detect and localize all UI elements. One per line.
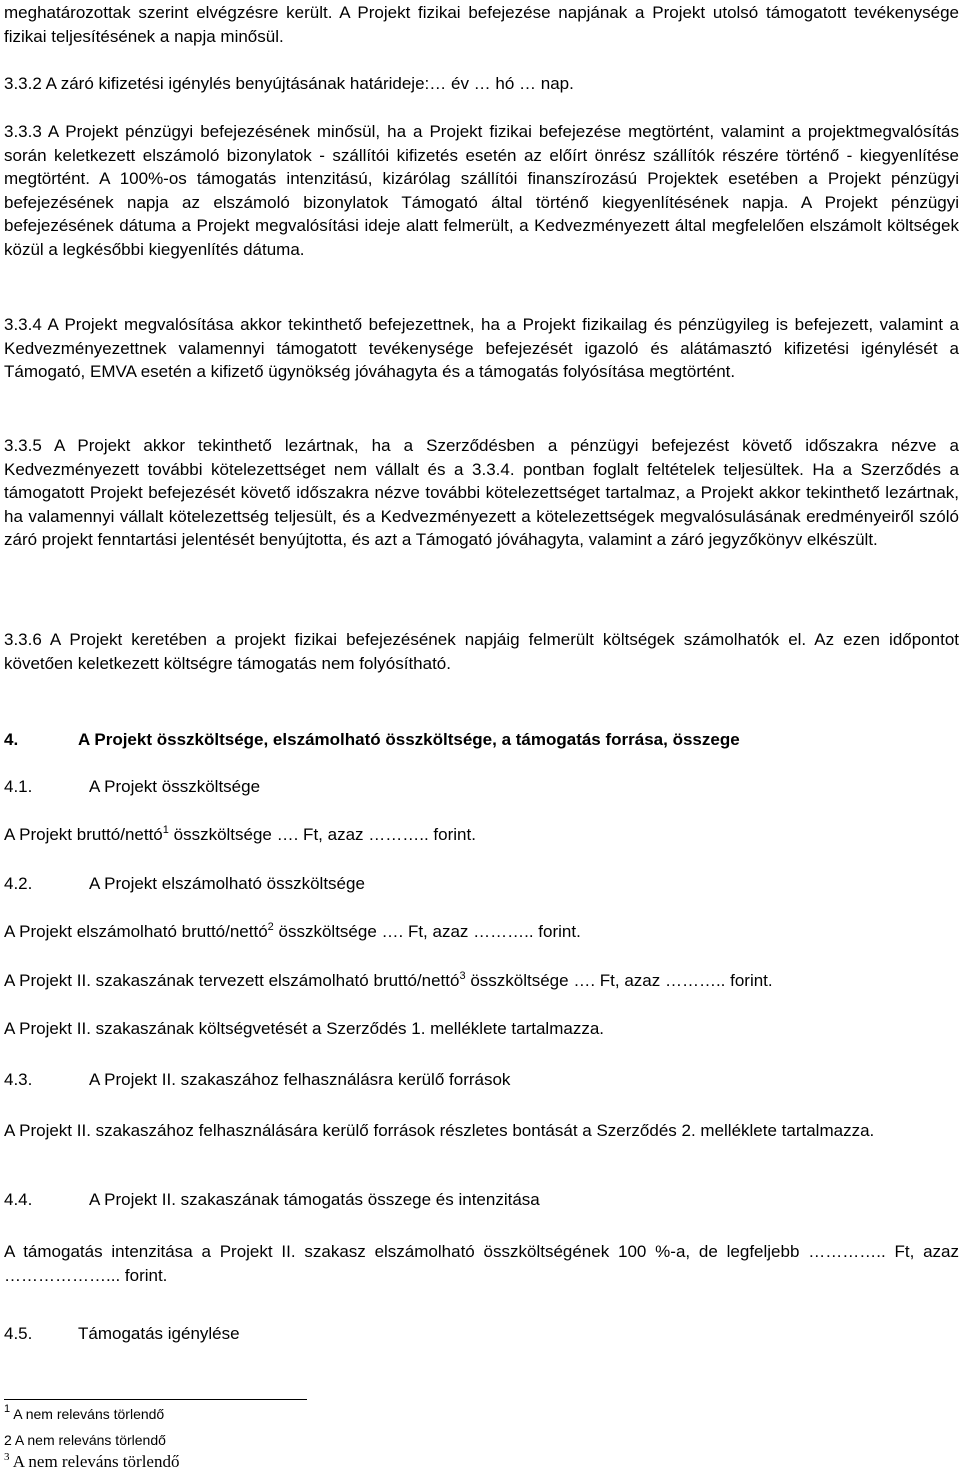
footnote-3: $^3$ A nem releváns törlendő — [4, 1451, 180, 1471]
eligible-cost-line: A Projekt elszámolható bruttó/nettó$^2$ összköltsége …. Ft, azaz ……….. forint. — [4, 921, 581, 941]
total-cost-line: A Projekt bruttó/nettó$^1$ összköltsége …. Ft, azaz ……….. forint. — [4, 824, 476, 844]
paragraph-3-3-3: 3.3.3 A Projekt pénzügyi befejezésének minősül, ha a Projekt fizikai befejezése megtörtént, valamint a projektmegvalósítás során keletkezett elszámoló bizonylatok - szállítói kifizetés esetén az előírt önrész szállítók részére történő - kiegyenlítése megtörtént. A 100%-os támogatás intenzitású, kizárólag szállítói finanszírozású Projektek esetében a Projekt pénzügyi befejezésének napja az elszámoló bizonylatok Támogató által történő kiegyenlítésének napja. A Projekt pénzügyi befejezésének dátuma a Projekt megvalósítási ideje alatt felmerült, a Kedvezményezett által megfelelően elszámolt költségek közül a legkésőbbi kiegyenlítés dátuma. — [4, 122, 959, 259]
budget-annex-line: A Projekt II. szakaszának költségvetését a Szerződés 1. melléklete tartalmazza. — [4, 1019, 605, 1038]
section-4-1-heading — [4, 777, 959, 797]
paragraph-3-3-2: 3.3.2 A záró kifizetési igénylés benyújtásának határideje:… év … hó … nap. — [4, 74, 574, 93]
section-number: 4.1. — [4, 777, 33, 796]
section-title: A Projekt II. szakaszához felhasználásra kerülő források — [89, 1070, 511, 1089]
footnote-separator — [4, 1399, 307, 1400]
section-4-3-heading — [4, 1070, 959, 1090]
section-4-2-heading — [4, 874, 959, 894]
paragraph-continuation: meghatározottak szerint elvégzésre került. A Projekt fizikai befejezése napjának a Projekt utolsó támogatott tevékenysége fizikai teljesítésének a napja minősül. — [4, 3, 959, 46]
section-4-heading — [4, 730, 959, 750]
footnote-ref: 2 — [267, 921, 274, 933]
footnote-mark: 2 — [4, 1432, 12, 1448]
footnote-mark: 3 — [4, 1451, 10, 1463]
paragraph-3-3-5: 3.3.5 A Projekt akkor tekinthető lezártnak, ha a Szerződésben a pénzügyi befejezést követő időszakra nézve a Kedvezményezett további kötelezettséget nem vállalt és a 3.3.4. pontban foglalt feltételek teljesültek. Ha a Szerződés a támogatott Projekt befejezését követő időszakra nézve további kötelezettséget tartalmaz, a Projekt akkor tekinthető lezártnak, ha valamennyi vállalt kötelezettség teljesült, és a Kedvezményezett a kötelezettségek megvalósulásának eredményeiről szóló záró projekt fenntartási jelentését benyújtotta, és azt a Támogató jóváhagyta, valamint a záró jegyzőkönyv elkészült. — [4, 436, 959, 550]
paragraph-3-3-6: 3.3.6 A Projekt keretében a projekt fizikai befejezésének napjáig felmerült költségek számolhatók el. Az ezen időpontot követően keletkezett költségre támogatás nem folyósítható. — [4, 630, 959, 673]
section-4-5-heading — [4, 1324, 959, 1344]
phase-two-cost-line: A Projekt II. szakaszának tervezett elszámolható bruttó/nettó$^3$ összköltsége …. Ft, azaz ……….. forint. — [4, 970, 773, 990]
section-number: 4.5. — [4, 1324, 33, 1343]
section-number: 4.3. — [4, 1070, 33, 1089]
paragraph-3-3-4: 3.3.4 A Projekt megvalósítása akkor tekinthető befejezettnek, ha a Projekt fizikailag és pénzügyileg is befejezett, valamint a Kedvezményezettnek valamennyi támogatott tevékenysége befejezését igazoló és alátámasztó kifizetési igénylését a Támogató, EMVA esetén a kifizető ügynökség jóváhagyta és a támogatás folyósítása megtörtént. — [4, 315, 959, 382]
footnote-ref: 3 — [459, 970, 466, 982]
section-title: A Projekt összköltsége — [89, 777, 261, 796]
intensity-paragraph: A támogatás intenzitása a Projekt II. szakasz elszámolható összköltségének 100 %-a, de legfeljebb ………….. Ft, azaz ………………... forint. — [4, 1242, 959, 1285]
footnote-1: $^1$ A nem releváns törlendő — [4, 1403, 165, 1422]
section-title: A Projekt elszámolható összköltsége — [89, 874, 365, 893]
section-4-4-heading — [4, 1190, 959, 1210]
section-number: 4.4. — [4, 1190, 33, 1209]
section-title: Támogatás igénylése — [78, 1324, 240, 1343]
footnote-mark: 1 — [4, 1403, 11, 1415]
section-title: A Projekt összköltsége, elszámolható összköltsége, a támogatás forrása, összege — [78, 730, 740, 749]
section-number: 4.2. — [4, 874, 33, 893]
sources-paragraph: A Projekt II. szakaszához felhasználására kerülő források részletes bontását a Szerződés 2. melléklete tartalmazza. — [4, 1121, 875, 1140]
footnote-ref: 1 — [162, 824, 169, 836]
section-title: A Projekt II. szakaszának támogatás összege és intenzitása — [89, 1190, 540, 1209]
section-number: 4. — [4, 730, 19, 749]
footnote-2: 2 A nem releváns törlendő — [4, 1432, 166, 1448]
